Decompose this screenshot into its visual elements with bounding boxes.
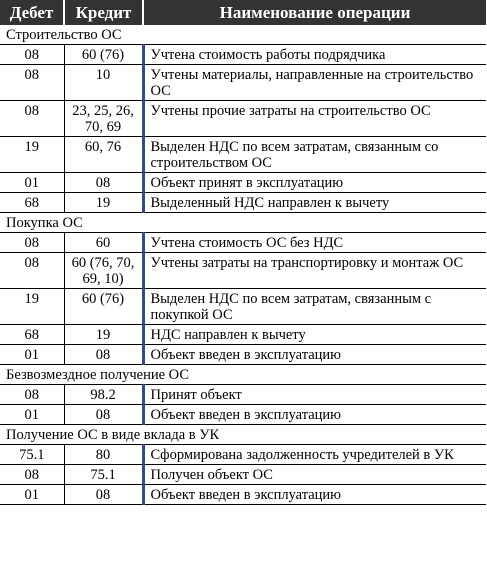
operation-cell: НДС направлен к вычету — [143, 325, 486, 345]
operation-cell: Принят объект — [143, 385, 486, 405]
credit-cell: 60, 76 — [64, 137, 143, 173]
credit-cell: 60 (76) — [64, 289, 143, 325]
debit-cell: 08 — [0, 45, 64, 65]
credit-cell: 23, 25, 26, 70, 69 — [64, 101, 143, 137]
credit-cell: 08 — [64, 173, 143, 193]
table-body — [0, 25, 486, 505]
operation-cell: Сформирована задолженность учредителей в УК — [143, 445, 486, 465]
table-row — [0, 325, 486, 345]
header-debit: Дебет — [0, 0, 64, 25]
debit-cell: 01 — [0, 345, 64, 365]
debit-cell: 19 — [0, 137, 64, 173]
credit-cell: 08 — [64, 345, 143, 365]
operation-cell: Учтены прочие затраты на строительство ОС — [143, 101, 486, 137]
operation-cell: Объект принят в эксплуатацию — [143, 173, 486, 193]
table-row — [0, 65, 486, 101]
header-credit: Кредит — [64, 0, 143, 25]
debit-cell: 75.1 — [0, 445, 64, 465]
operation-cell: Объект введен в эксплуатацию — [143, 485, 486, 505]
debit-cell: 08 — [0, 253, 64, 289]
debit-cell: 01 — [0, 405, 64, 425]
operation-cell: Получен объект ОС — [143, 465, 486, 485]
debit-cell: 08 — [0, 101, 64, 137]
operation-cell: Учтена стоимость работы подрядчика — [143, 45, 486, 65]
debit-cell: 08 — [0, 65, 64, 101]
operation-cell: Учтены материалы, направленные на строительство ОС — [143, 65, 486, 101]
credit-cell: 60 — [64, 233, 143, 253]
table-row — [0, 385, 486, 405]
operation-cell: Учтена стоимость ОС без НДС — [143, 233, 486, 253]
table-row — [0, 289, 486, 325]
table-header-row — [0, 0, 486, 25]
table-row — [0, 193, 486, 213]
operation-cell: Объект введен в эксплуатацию — [143, 405, 486, 425]
credit-cell: 08 — [64, 405, 143, 425]
section-row — [0, 425, 486, 445]
section-title: Строительство ОС — [0, 25, 486, 45]
credit-cell: 19 — [64, 193, 143, 213]
table-row — [0, 445, 486, 465]
table-row — [0, 465, 486, 485]
table-row — [0, 101, 486, 137]
operation-cell: Выделен НДС по всем затратам, связанным со строительством ОС — [143, 137, 486, 173]
debit-cell: 08 — [0, 465, 64, 485]
table-row — [0, 233, 486, 253]
credit-cell: 60 (76) — [64, 45, 143, 65]
table-row — [0, 253, 486, 289]
section-row — [0, 25, 486, 45]
credit-cell: 98.2 — [64, 385, 143, 405]
debit-cell: 08 — [0, 385, 64, 405]
debit-cell: 68 — [0, 325, 64, 345]
operation-cell: Учтены затраты на транспортировку и монтаж ОС — [143, 253, 486, 289]
table-row — [0, 173, 486, 193]
credit-cell: 19 — [64, 325, 143, 345]
table-row — [0, 405, 486, 425]
section-title: Безвозмездное получение ОС — [0, 365, 486, 385]
debit-cell: 08 — [0, 233, 64, 253]
debit-cell: 68 — [0, 193, 64, 213]
operation-cell: Объект введен в эксплуатацию — [143, 345, 486, 365]
table-row — [0, 137, 486, 173]
operation-cell: Выделен НДС по всем затратам, связанным с покупкой ОС — [143, 289, 486, 325]
section-row — [0, 213, 486, 233]
table-row — [0, 485, 486, 505]
credit-cell: 80 — [64, 445, 143, 465]
credit-cell: 10 — [64, 65, 143, 101]
debit-cell: 01 — [0, 173, 64, 193]
header-operation: Наименование операции — [143, 0, 486, 25]
debit-cell: 01 — [0, 485, 64, 505]
credit-cell: 60 (76, 70, 69, 10) — [64, 253, 143, 289]
section-title: Покупка ОС — [0, 213, 486, 233]
section-title: Получение ОС в виде вклада в УК — [0, 425, 486, 445]
credit-cell: 08 — [64, 485, 143, 505]
table-row — [0, 345, 486, 365]
debit-cell: 19 — [0, 289, 64, 325]
section-row — [0, 365, 486, 385]
credit-cell: 75.1 — [64, 465, 143, 485]
operation-cell: Выделенный НДС направлен к вычету — [143, 193, 486, 213]
table-row — [0, 45, 486, 65]
